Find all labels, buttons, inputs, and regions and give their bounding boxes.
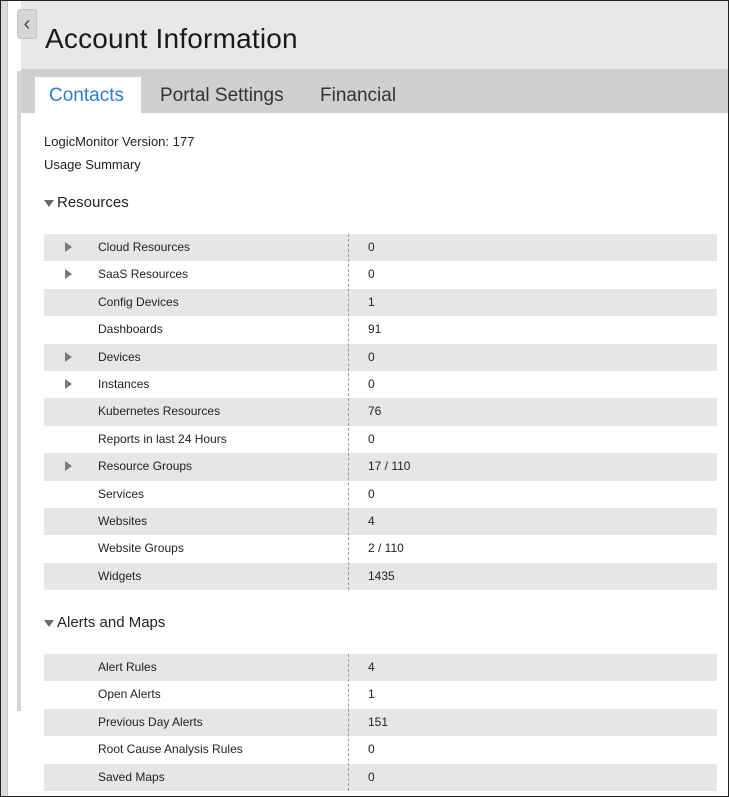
row-label: SaaS Resources bbox=[98, 267, 189, 282]
tab-financial[interactable]: Financial bbox=[320, 85, 397, 106]
row-value: 0 bbox=[368, 376, 375, 391]
alerts-maps-table bbox=[44, 654, 717, 791]
tab-contacts[interactable]: Contacts bbox=[35, 77, 141, 113]
row-value: 17 / 110 bbox=[368, 459, 411, 474]
row-label: Alert Rules bbox=[98, 660, 157, 674]
row-value: 0 bbox=[368, 349, 375, 364]
table-row bbox=[44, 426, 717, 453]
resources-section-title: Resources bbox=[57, 194, 129, 211]
resources-section-toggle[interactable] bbox=[44, 194, 129, 211]
chevron-left-icon[interactable]: ‹ bbox=[17, 9, 37, 39]
row-label: Root Cause Analysis Rules bbox=[98, 742, 243, 757]
row-value: 1435 bbox=[368, 568, 395, 583]
row-value: 1 bbox=[368, 294, 375, 309]
caret-down-icon bbox=[44, 200, 54, 207]
table-row[interactable] bbox=[44, 453, 717, 480]
table-row bbox=[44, 289, 717, 316]
expand-arrow-icon[interactable] bbox=[65, 242, 72, 252]
table-row bbox=[44, 709, 717, 736]
alerts-section-title: Alerts and Maps bbox=[57, 614, 166, 631]
row-value: 91 bbox=[368, 322, 382, 337]
table-row bbox=[44, 736, 717, 763]
left-rail bbox=[1, 1, 8, 796]
row-label: Reports in last 24 Hours bbox=[98, 431, 227, 446]
row-label: Cloud Resources bbox=[98, 240, 191, 254]
table-row[interactable] bbox=[44, 371, 717, 398]
row-value: 0 bbox=[368, 769, 375, 784]
table-row bbox=[44, 481, 717, 508]
row-label: Open Alerts bbox=[98, 687, 161, 702]
column-divider bbox=[348, 654, 349, 791]
row-value: 0 bbox=[368, 431, 375, 446]
expand-arrow-icon[interactable] bbox=[65, 461, 72, 471]
row-label: Resource Groups bbox=[98, 459, 193, 474]
expand-arrow-icon[interactable] bbox=[65, 379, 72, 389]
table-row[interactable] bbox=[44, 261, 717, 288]
table-row bbox=[44, 563, 717, 590]
version-text: LogicMonitor Version: 177 bbox=[44, 134, 195, 149]
row-value: 0 bbox=[368, 742, 375, 757]
row-value: 1 bbox=[368, 687, 375, 702]
tab-portal-settings[interactable]: Portal Settings bbox=[160, 85, 284, 106]
row-value: 0 bbox=[368, 240, 375, 254]
row-label: Widgets bbox=[98, 568, 142, 583]
table-row bbox=[44, 316, 717, 343]
row-label: Saved Maps bbox=[98, 769, 165, 784]
row-label: Config Devices bbox=[98, 294, 179, 309]
table-row[interactable] bbox=[44, 344, 717, 371]
row-value: 76 bbox=[368, 404, 382, 419]
alerts-section-toggle[interactable] bbox=[44, 614, 165, 631]
resources-table bbox=[44, 234, 717, 590]
row-label: Dashboards bbox=[98, 322, 163, 337]
table-row bbox=[44, 508, 717, 535]
row-label: Website Groups bbox=[98, 541, 184, 556]
tab-bar bbox=[21, 69, 728, 113]
usage-summary-label: Usage Summary bbox=[44, 157, 141, 172]
row-value: 0 bbox=[368, 486, 375, 501]
row-label: Devices bbox=[98, 349, 141, 364]
table-row[interactable] bbox=[44, 234, 717, 261]
caret-down-icon bbox=[44, 620, 54, 627]
page-title: Account Information bbox=[45, 23, 298, 54]
page-header bbox=[21, 1, 728, 69]
table-row bbox=[44, 764, 717, 791]
row-label: Instances bbox=[98, 376, 150, 391]
expand-arrow-icon[interactable] bbox=[65, 269, 72, 279]
table-row bbox=[44, 681, 717, 708]
row-value: 4 bbox=[368, 513, 375, 528]
row-value: 151 bbox=[368, 714, 389, 729]
row-label: Previous Day Alerts bbox=[98, 714, 203, 729]
row-label: Websites bbox=[98, 513, 148, 528]
row-value: 4 bbox=[368, 660, 375, 674]
table-row bbox=[44, 654, 717, 681]
column-divider bbox=[348, 234, 349, 590]
main-content bbox=[21, 113, 728, 796]
row-label: Kubernetes Resources bbox=[98, 404, 221, 419]
expand-arrow-icon[interactable] bbox=[65, 352, 72, 362]
row-label: Services bbox=[98, 486, 145, 501]
row-value: 0 bbox=[368, 267, 375, 282]
table-row bbox=[44, 535, 717, 562]
table-row bbox=[44, 398, 717, 425]
row-value: 2 / 110 bbox=[368, 541, 404, 556]
